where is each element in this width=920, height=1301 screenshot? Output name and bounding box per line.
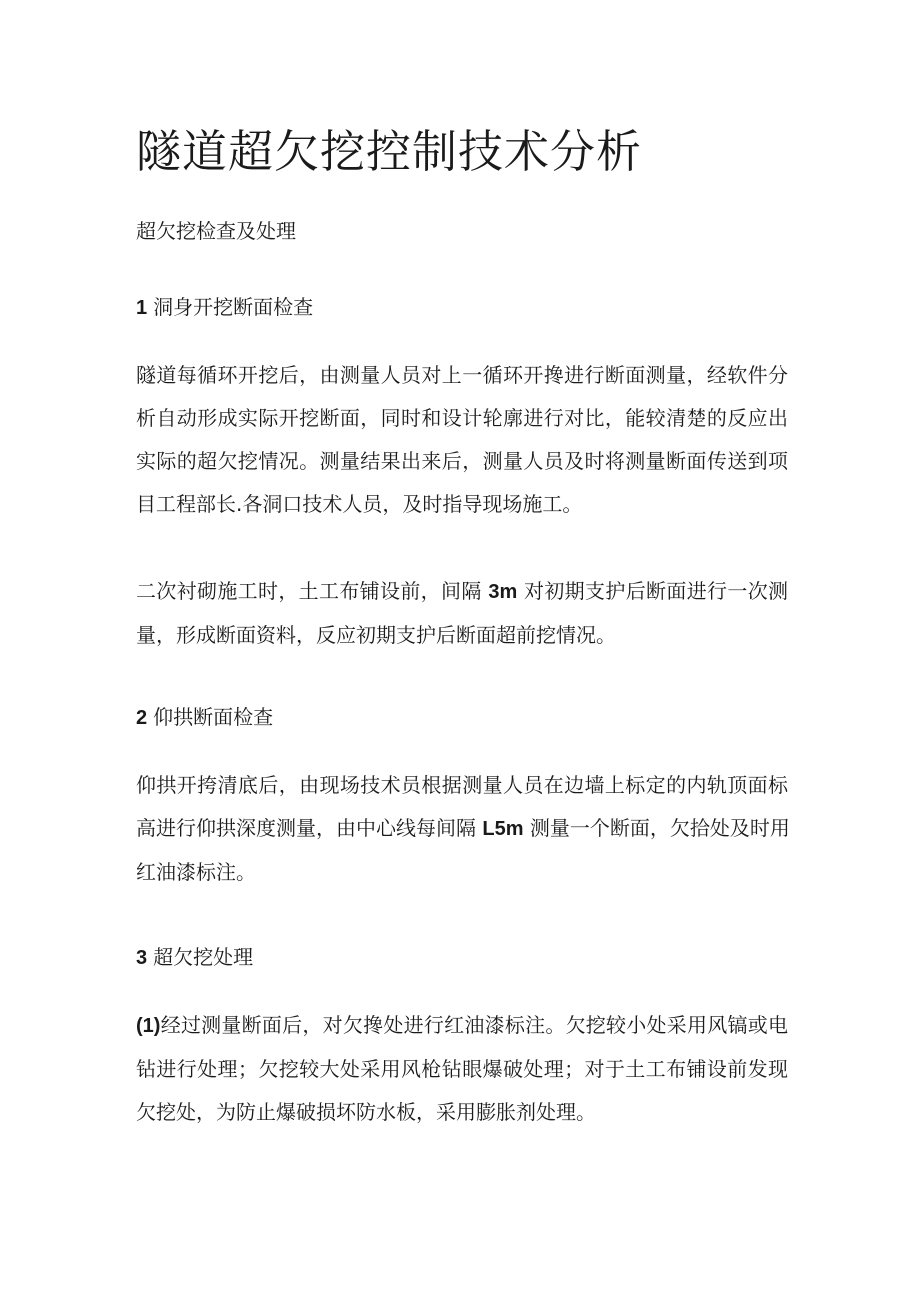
interval-value: 3m: [488, 581, 518, 603]
text-segment: 对初期支护后断面进行一次测: [524, 579, 789, 603]
section-1-number: 1: [136, 297, 148, 319]
paragraph-line: [136, 1004, 788, 1048]
document-title: 隧道超欠挖控制技术分析: [136, 125, 643, 178]
interval-value: L5m: [482, 818, 524, 840]
section-3-paragraph-1: [136, 1004, 788, 1134]
section-3-number: 3: [136, 947, 148, 969]
list-marker: (1): [136, 1015, 161, 1037]
paragraph-line: 实际的超欠挖情况。测量结果出来后，测量人员及时将测量断面传送到项: [136, 449, 788, 473]
text-segment: 测量一个断面，欠拾处及时用: [529, 816, 790, 840]
paragraph-line: 钻进行处理；欠挖较大处采用风枪钻眼爆破处理；对于土工布铺设前发现: [136, 1057, 788, 1081]
section-1-paragraph-2: [136, 570, 788, 657]
paragraph-line: 目工程部长.各洞口技术人员，及时指导现场施工。: [136, 492, 583, 516]
paragraph-line: 量，形成断面资料，反应初期支护后断面超前挖情况。: [136, 623, 616, 647]
text-segment: 高进行仰拱深度测量，由中心线每间隔: [136, 816, 476, 840]
section-1-paragraph-1: [136, 354, 788, 526]
document-subtitle: 超欠挖检查及处理: [136, 219, 296, 243]
section-2-paragraph-1: [136, 764, 788, 894]
paragraph-line: 隧道每循环开挖后，由测量人员对上一循环开搀进行断面测量，经软件分: [136, 363, 788, 387]
text-segment: 二次衬砌施工时，土工布铺设前，间隔: [136, 579, 482, 603]
paragraph-line: 红油漆标注。: [136, 860, 256, 884]
section-2-heading: [136, 702, 273, 733]
paragraph-line: 仰拱开挎清底后，由现场技术员根据测量人员在边墙上标定的内轨顶面标: [136, 773, 788, 797]
section-3-heading-text: 超欠挖处理: [153, 945, 254, 969]
section-2-number: 2: [136, 707, 148, 729]
section-1-heading: [136, 292, 313, 323]
section-2-heading-text: 仰拱断面检查: [153, 705, 274, 729]
paragraph-line: [136, 570, 788, 614]
paragraph-line: [136, 807, 788, 851]
section-1-heading-text: 洞身开挖断面检查: [153, 295, 314, 319]
paragraph-line: 欠挖处，为防止爆破损坏防水板，采用膨胀剂处理。: [136, 1100, 596, 1124]
text-segment: 经过测量断面后，对欠搀处进行红油漆标注。欠挖较小处采用风镐或电: [160, 1013, 788, 1037]
section-3-heading: [136, 942, 253, 973]
paragraph-line: 析自动形成实际开挖断面，同时和设计轮廓进行对比，能较清楚的反应出: [136, 406, 788, 430]
